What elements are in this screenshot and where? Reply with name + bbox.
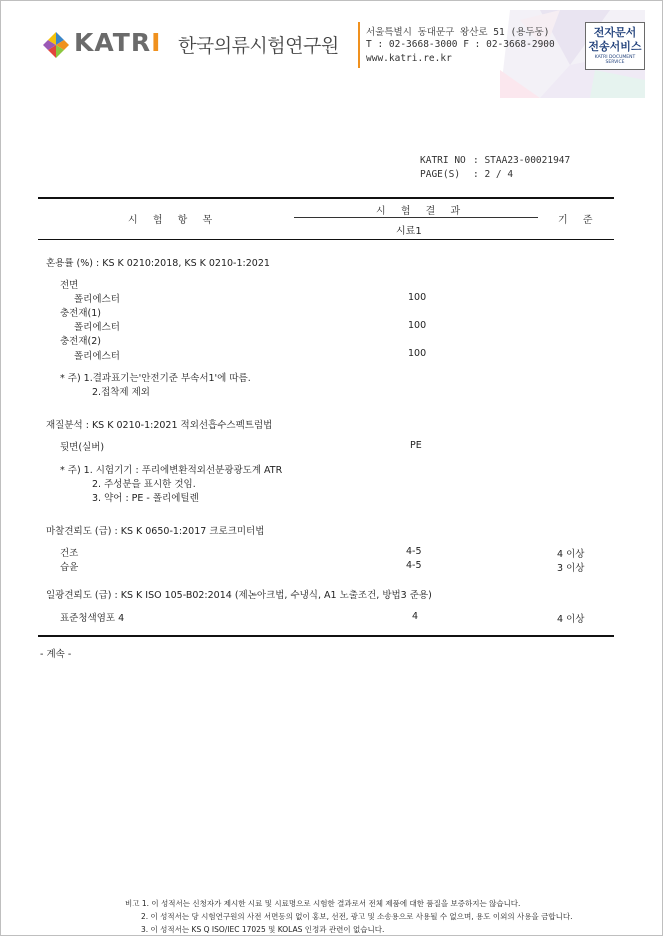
organization-name: 한국의류시험연구원: [178, 35, 339, 57]
section-title-material-analysis: 재질분석 : KS K 0210-1:2021 적외선흡수스펙트럼법: [46, 420, 273, 431]
column-header-result: 시 험 결 과: [376, 206, 467, 217]
row-value: PE: [410, 440, 422, 451]
report-no-value: : STAA23-00021947: [473, 155, 571, 166]
row-standard: 3 이상: [557, 563, 585, 574]
page-value: : 2 / 4: [473, 169, 514, 180]
address: 서울특별시 동대문구 왕산로 51 (용두동): [366, 27, 550, 38]
report-no-label: KATRI NO: [420, 155, 466, 166]
column-header-standard: 기 준: [558, 215, 599, 226]
note-line: 2.접착제 제외: [92, 387, 150, 398]
note-line: * 주) 1. 시험기기 : 푸리에변환적외선분광광도계 ATR: [60, 465, 283, 476]
column-header-item: 시 험 항 목: [128, 215, 219, 226]
row-label: 뒷면(실버): [60, 442, 105, 453]
row-label: 충전재(1): [60, 308, 101, 319]
stamp-line1: 전자문서: [593, 26, 637, 39]
row-value: 100: [408, 320, 427, 331]
row-label: 폴리에스터: [74, 294, 120, 305]
row-label: 표준청색염포 4: [60, 613, 125, 624]
column-header-sample: 시료1: [396, 226, 422, 237]
result-header-divider: [294, 217, 538, 218]
phone-fax: T : 02-3668-3000 F : 02-3668-2900: [366, 39, 555, 50]
table-top-rule: [38, 197, 614, 199]
table-header-bottom-rule: [38, 239, 614, 240]
logo-text-i: I: [151, 28, 162, 57]
footer-note-3: 3. 이 성적서는 KS Q ISO/IEC 17025 및 KOLAS 인정과 관련이 없습니다.: [141, 925, 385, 934]
row-label: 전면: [60, 280, 79, 291]
katri-logo-icon: [42, 31, 70, 59]
row-value: 100: [408, 292, 427, 303]
section-title-rubbing-fastness: 마찰견뢰도 (급) : KS K 0650-1:2017 크로크미터법: [46, 526, 265, 537]
page-label: PAGE(S): [420, 169, 461, 180]
row-label: 충전재(2): [60, 336, 101, 347]
note-line: 2. 주성분을 표시한 것임.: [92, 479, 196, 490]
footer-note-1: 비고 1. 이 성적서는 신청자가 제시한 시료 및 시료명으로 시험한 결과로서 전체 제품에 대한 품질을 보증하지는 않습니다.: [125, 899, 521, 908]
row-label: 폴리에스터: [74, 322, 120, 333]
website: www.katri.re.kr: [366, 53, 452, 64]
e-document-stamp: [585, 22, 645, 70]
table-bottom-rule: [38, 635, 614, 637]
row-value: 4-5: [406, 546, 422, 557]
stamp-line2: 전송서비스: [588, 40, 642, 53]
row-label: 폴리에스터: [74, 351, 120, 362]
row-label: 건조: [60, 548, 79, 559]
row-label: 습윤: [60, 562, 79, 573]
row-standard: 4 이상: [557, 549, 585, 560]
row-standard: 4 이상: [557, 614, 585, 625]
note-line: 3. 약어 : PE - 폴리에틸렌: [92, 493, 199, 504]
continued-marker: - 계속 -: [40, 649, 72, 660]
note-line: * 주) 1.결과표기는'안전기준 부속서1'에 따름.: [60, 373, 251, 384]
row-value: 100: [408, 348, 427, 359]
katri-wordmark: [74, 28, 161, 57]
row-value: 4-5: [406, 560, 422, 571]
footer-note-2: 2. 이 성적서는 당 시험연구원의 사전 서면동의 없이 홍보, 선전, 광고 및 소송용으로 사용될 수 없으며, 용도 이외의 사용을 금합니다.: [141, 912, 573, 921]
section-title-blend-ratio: 혼용률 (%) : KS K 0210:2018, KS K 0210-1:2021: [46, 258, 270, 269]
row-value: 4: [412, 611, 419, 622]
header-divider: [358, 22, 360, 68]
stamp-line3: KATRI DOCUMENT SERVICE: [594, 55, 636, 65]
section-title-light-fastness: 일광견뢰도 (급) : KS K ISO 105-B02:2014 (제논아크법, 수냉식, A1 노출조건, 방법3 준용): [46, 590, 432, 601]
logo-text-main: KATR: [74, 28, 152, 57]
